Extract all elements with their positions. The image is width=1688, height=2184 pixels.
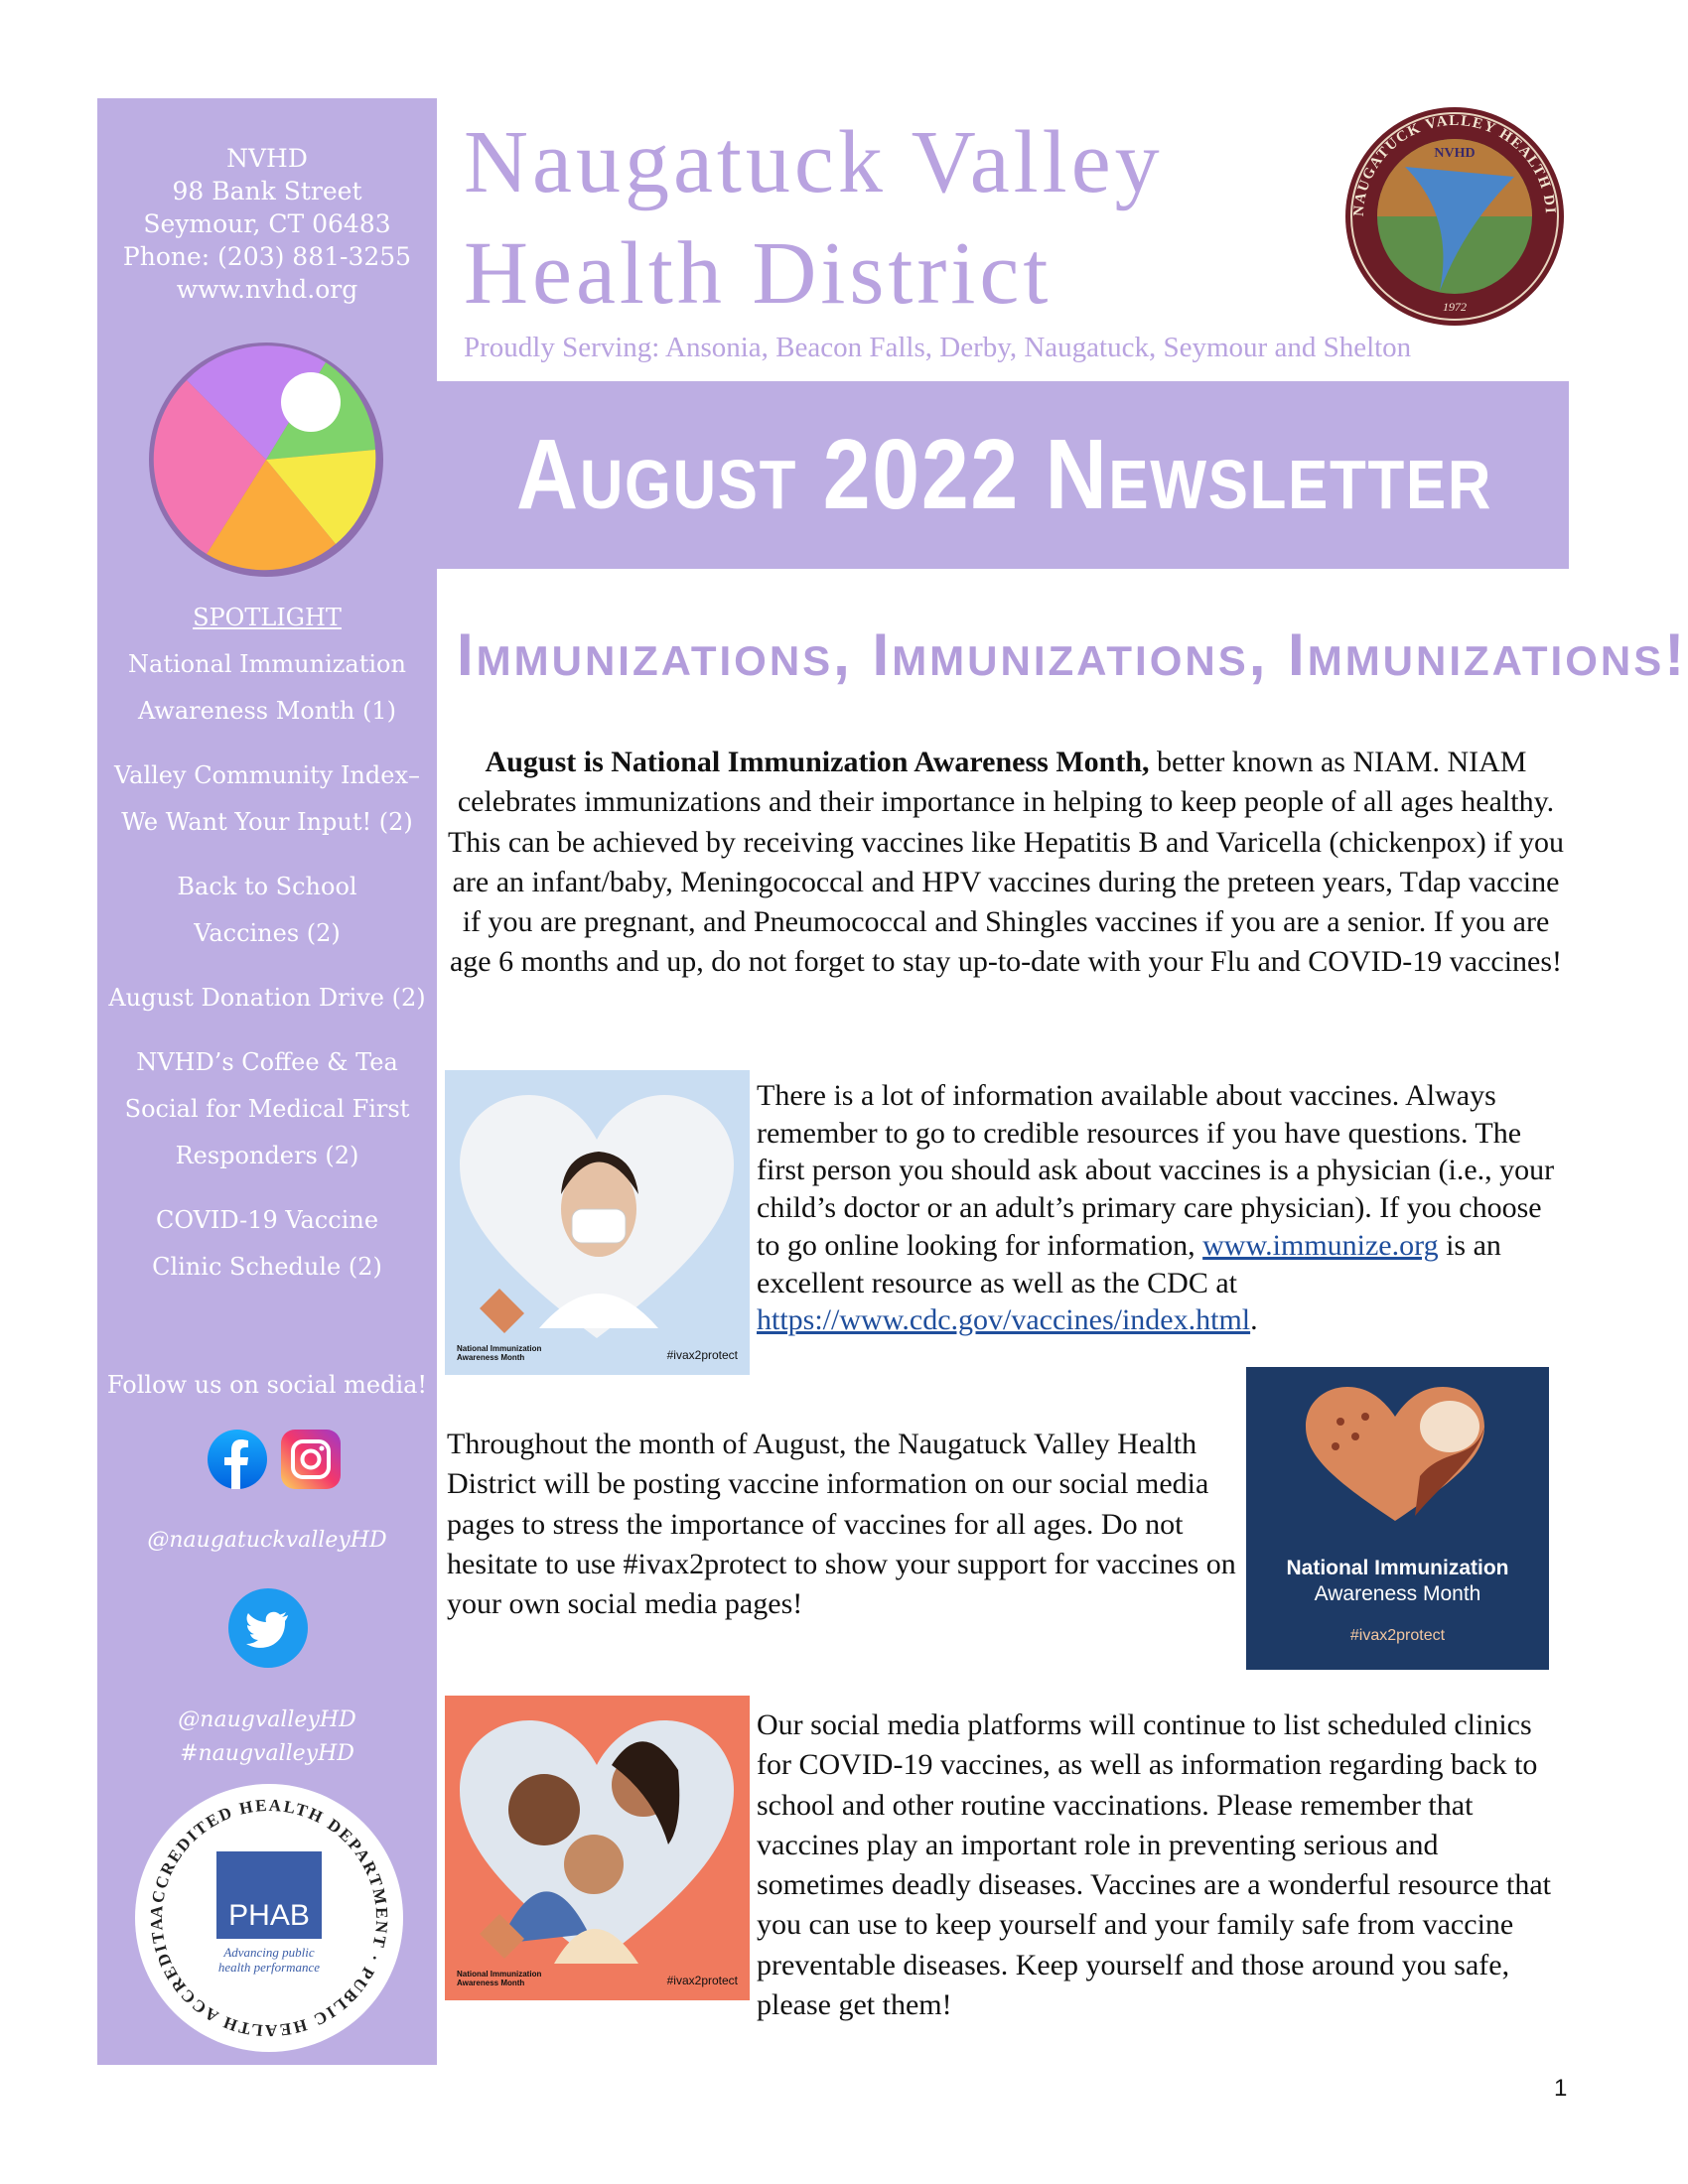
text: There is a lot of information available about vaccines. Always remember to go to credible resources if you have questions. The first person you should ask about vaccines is a physician (i.e., your child’s doctor or an adult’s primary care physician). If you choose to go online looking for information,: [757, 1079, 1555, 1262]
article-heading: Immunizations, Immunizations, Immunizations!: [457, 621, 1688, 688]
heart-photo: [445, 1696, 750, 2000]
follow-label: Follow us on social media!: [106, 1371, 428, 1399]
spotlight-item[interactable]: [97, 752, 437, 846]
niam-bandage-image: [1246, 1367, 1549, 1670]
instagram-icon[interactable]: [281, 1430, 341, 1489]
hashtag: #naugvalleyHD: [180, 1741, 354, 1766]
caption-sub: Awareness Month: [457, 1353, 525, 1362]
image-caption: [457, 1970, 541, 1987]
image-hashtag: #ivax2protect: [666, 1348, 738, 1362]
phab-logo: PHAB: [216, 1851, 322, 1939]
spotlight-item[interactable]: [97, 1197, 437, 1291]
svg-text:NVHD: NVHD: [1434, 146, 1476, 161]
spotlight-item-line: Back to School: [177, 873, 357, 900]
spotlight-item-line: Clinic Schedule (2): [152, 1253, 382, 1281]
caption-title: National Immunization: [1286, 1557, 1509, 1579]
title-line: Health District: [464, 224, 1053, 323]
spotlight-item-line: NVHD’s Coffee & Tea: [136, 1048, 398, 1076]
spotlight-item-line: Valley Community Index–: [114, 761, 420, 789]
spotlight-item-line: Responders (2): [175, 1142, 359, 1169]
image-caption: [457, 1344, 541, 1362]
seal-graphic: [1345, 107, 1564, 326]
social-paragraph: Throughout the month of August, the Naugatuck Valley Health District will be posting vaccine information on our social media pages to stress the importance of vaccines for all ages. Do not hesitate to use #ivax2protect to show your support for vaccines on your own social media pages!: [447, 1428, 1236, 1621]
spotlight-item-line: August Donation Drive (2): [108, 984, 426, 1012]
text: .: [1250, 1303, 1258, 1337]
phab-seal: [135, 1784, 403, 2052]
resources-paragraph: [757, 1077, 1561, 1339]
image-hashtag: #ivax2protect: [666, 1974, 738, 1987]
niam-doctor-image: [445, 1070, 750, 1375]
spotlight-item-line: Social for Medical First: [124, 1095, 410, 1123]
nvhd-seal: [1345, 107, 1564, 326]
spotlight-item[interactable]: [97, 1039, 437, 1179]
spotlight-item[interactable]: [97, 975, 437, 1022]
spotlight-item-line: Awareness Month (1): [138, 697, 396, 725]
svg-text:1972: 1972: [1443, 300, 1467, 314]
contact-info: [97, 142, 437, 306]
twitter-icon[interactable]: [228, 1588, 308, 1668]
caption-sub: Awareness Month: [1314, 1582, 1481, 1605]
title-line: Naugatuck Valley: [464, 113, 1164, 211]
beach-ball-icon: [147, 341, 385, 579]
address: 98 Bank Street: [172, 177, 362, 205]
caption-title: National Immunization: [457, 1344, 542, 1353]
facebook-instagram-handle: @naugatuckvalleyHD: [147, 1528, 387, 1553]
spotlight-item-line: Vaccines (2): [194, 919, 341, 947]
image-caption: [1246, 1556, 1549, 1607]
page-title: [464, 107, 1328, 330]
phab-tagline: Advancing public health performance: [217, 1945, 321, 1975]
facebook-icon[interactable]: [208, 1430, 267, 1489]
spotlight-item-line: We Want Your Input! (2): [121, 808, 413, 836]
caption-title: National Immunization: [457, 1970, 542, 1979]
image-hashtag: #ivax2protect: [1349, 1627, 1446, 1644]
page-number: 1: [1554, 2075, 1568, 2102]
intro-bold: August is National Immunization Awareness Month,: [485, 746, 1150, 778]
cdc-link[interactable]: https://www.cdc.gov/vaccines/index.html: [757, 1303, 1251, 1337]
heart-photo: [445, 1070, 750, 1375]
newsletter-banner: [437, 381, 1569, 569]
sidebar: [97, 98, 437, 2065]
immunize-link[interactable]: www.immunize.org: [1202, 1228, 1439, 1262]
tagline: Proudly Serving: Ansonia, Beacon Falls, Derby, Naugatuck, Seymour and Shelton: [464, 332, 1412, 363]
svg-text:ACCREDITED HEALTH DEPARTMENT ·: ACCREDITED HEALTH DEPARTMENT · PUBLIC HEALTH ACCREDITA: [146, 1795, 392, 2041]
clinics-paragraph: Our social media platforms will continue to list scheduled clinics for COVID-19 vaccines, as well as information regarding back to school and other routine vaccinations. Please remember that vaccines play an important role in preventing serious and sometimes deadly diseases. Vaccines are a wonderful resource that you can use to keep yourself and your family safe from vaccine preventable diseases. Keep yourself and those around you safe, please get them!: [757, 1708, 1551, 2022]
intro-paragraph: [447, 743, 1565, 983]
bandage-heart-icon: [1246, 1367, 1549, 1566]
city: Seymour, CT 06483: [143, 209, 391, 238]
spotlight-heading: SPOTLIGHT: [193, 604, 342, 631]
website-link[interactable]: www.nvhd.org: [176, 275, 358, 304]
phone: Phone: (203) 881-3255: [122, 242, 412, 271]
text: is an excellent resource as well as the CDC at: [757, 1228, 1501, 1299]
svg-text:NAUGATUCK VALLEY HEALTH DISTRI: NAUGATUCK VALLEY HEALTH DI: [1350, 112, 1559, 217]
banner-text: August 2022 Newsletter: [516, 419, 1493, 530]
caption-sub: Awareness Month: [457, 1979, 525, 1987]
twitter-handle: @naugvalleyHD: [178, 1707, 356, 1732]
spotlight-item-line: COVID-19 Vaccine: [155, 1206, 379, 1234]
niam-family-image: [445, 1696, 750, 2000]
spotlight-item[interactable]: [97, 641, 437, 735]
intro-text: better known as NIAM. NIAM celebrates immunizations and their importance in helping to keep people of all ages healthy. This can be achieved by receiving vaccines like Hepatitis B and Varicella (chickenpox) if you are an infant/baby, Meningococcal and HPV vaccines during the preteen years, Tdap vaccine if you are pregnant, and Pneumococcal and Shingles vaccines if you are a senior. If you are age 6 months and up, do not forget to stay up-to-date with your Flu and COVID-19 vaccines!: [447, 746, 1565, 979]
spotlight-item[interactable]: [97, 864, 437, 957]
spotlight-list: [97, 595, 437, 1291]
spotlight-item-line: National Immunization: [128, 650, 406, 678]
org-name: NVHD: [226, 144, 308, 173]
